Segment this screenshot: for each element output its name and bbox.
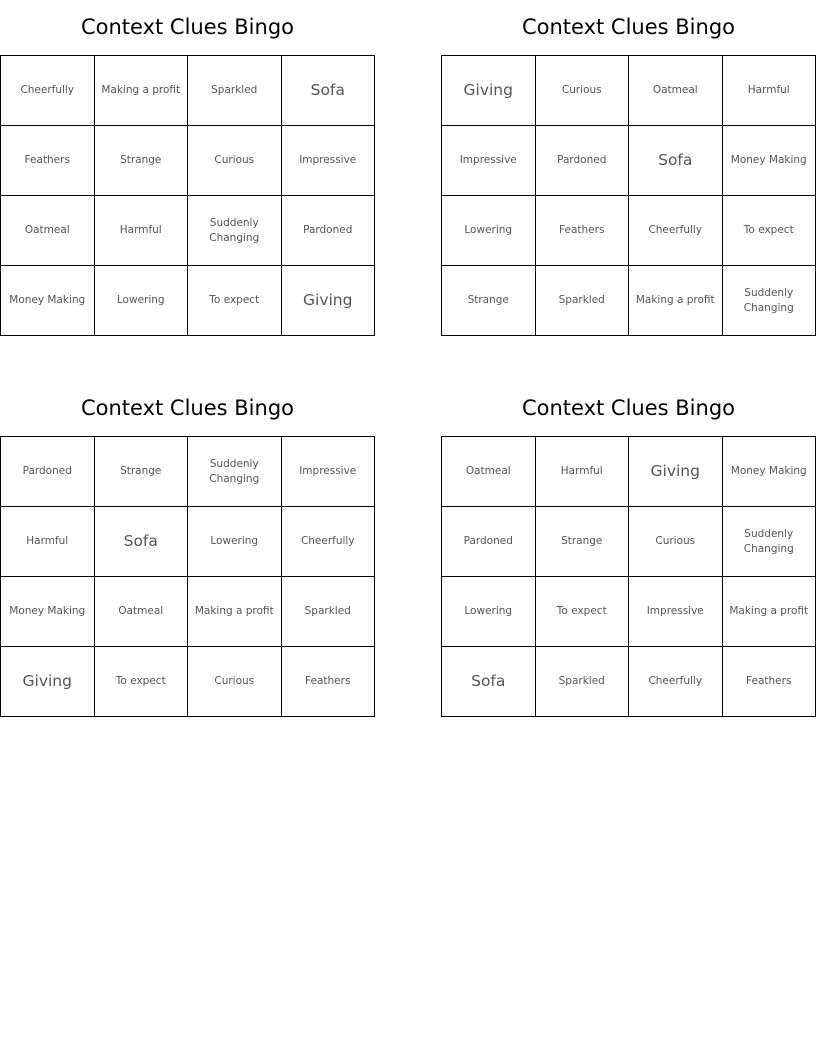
bingo-cell: Curious	[536, 56, 630, 126]
bingo-cell: Sofa	[442, 647, 536, 717]
bingo-cell: Impressive	[629, 577, 723, 647]
bingo-cell: Pardoned	[536, 126, 630, 196]
bingo-cell: Sparkled	[536, 647, 630, 717]
bingo-cell: Sofa	[629, 126, 723, 196]
bingo-cell: Money Making	[723, 126, 816, 196]
bingo-cell: Suddenly Changing	[188, 437, 282, 507]
bingo-card	[441, 0, 816, 336]
bingo-cell: Suddenly Changing	[188, 196, 282, 266]
bingo-cell: Sparkled	[188, 56, 282, 126]
bingo-cell: Sofa	[95, 507, 189, 577]
bingo-cell: Giving	[629, 437, 723, 507]
bingo-cell: Money Making	[723, 437, 816, 507]
bingo-cell: Giving	[442, 56, 536, 126]
bingo-card-title: Context Clues Bingo	[80, 15, 294, 39]
bingo-cell: Feathers	[536, 196, 630, 266]
bingo-cell: Cheerfully	[629, 647, 723, 717]
bingo-cell: Money Making	[1, 577, 95, 647]
bingo-cell: Oatmeal	[95, 577, 189, 647]
bingo-card	[441, 381, 816, 717]
bingo-cell: Making a profit	[95, 56, 189, 126]
bingo-cell: Feathers	[1, 126, 95, 196]
bingo-cell: Suddenly Changing	[723, 266, 816, 336]
bingo-cell: To expect	[95, 647, 189, 717]
bingo-grid	[441, 55, 816, 336]
bingo-cell: To expect	[188, 266, 282, 336]
bingo-cell: Cheerfully	[282, 507, 376, 577]
bingo-cell: Impressive	[282, 126, 376, 196]
bingo-cell: Curious	[629, 507, 723, 577]
bingo-cell: Giving	[1, 647, 95, 717]
bingo-grid	[0, 55, 375, 336]
bingo-cell: Impressive	[442, 126, 536, 196]
bingo-cell: Oatmeal	[1, 196, 95, 266]
bingo-cell: Feathers	[723, 647, 816, 717]
bingo-cell: Lowering	[442, 577, 536, 647]
bingo-cell: Cheerfully	[1, 56, 95, 126]
bingo-grid	[441, 436, 816, 717]
bingo-cell: Sparkled	[536, 266, 630, 336]
bingo-cell: Pardoned	[1, 437, 95, 507]
bingo-cell: Lowering	[95, 266, 189, 336]
bingo-cell: Oatmeal	[442, 437, 536, 507]
bingo-cell: Strange	[95, 437, 189, 507]
bingo-cell: Sofa	[282, 56, 376, 126]
bingo-cell: Harmful	[536, 437, 630, 507]
bingo-cell: Lowering	[188, 507, 282, 577]
bingo-cell: Curious	[188, 126, 282, 196]
bingo-cell: Sparkled	[282, 577, 376, 647]
bingo-cell: Feathers	[282, 647, 376, 717]
bingo-card-title: Context Clues Bingo	[80, 396, 294, 420]
bingo-card-title: Context Clues Bingo	[521, 15, 735, 39]
bingo-card	[0, 381, 375, 717]
bingo-cell: Harmful	[1, 507, 95, 577]
bingo-cell: Money Making	[1, 266, 95, 336]
bingo-cell: Pardoned	[442, 507, 536, 577]
bingo-cell: Harmful	[95, 196, 189, 266]
bingo-cell: Making a profit	[629, 266, 723, 336]
bingo-cell: Making a profit	[188, 577, 282, 647]
bingo-cell: Giving	[282, 266, 376, 336]
bingo-cell: Curious	[188, 647, 282, 717]
bingo-cell: Harmful	[723, 56, 816, 126]
bingo-cell: Making a profit	[723, 577, 816, 647]
bingo-cell: Impressive	[282, 437, 376, 507]
bingo-cell: Strange	[95, 126, 189, 196]
bingo-cell: Strange	[442, 266, 536, 336]
bingo-cell: Strange	[536, 507, 630, 577]
bingo-cell: Pardoned	[282, 196, 376, 266]
bingo-cell: Suddenly Changing	[723, 507, 816, 577]
bingo-cell: To expect	[723, 196, 816, 266]
bingo-cell: Oatmeal	[629, 56, 723, 126]
bingo-cell: Lowering	[442, 196, 536, 266]
bingo-card-title: Context Clues Bingo	[521, 396, 735, 420]
bingo-cell: Cheerfully	[629, 196, 723, 266]
bingo-grid	[0, 436, 375, 717]
bingo-card	[0, 0, 375, 336]
bingo-cell: To expect	[536, 577, 630, 647]
